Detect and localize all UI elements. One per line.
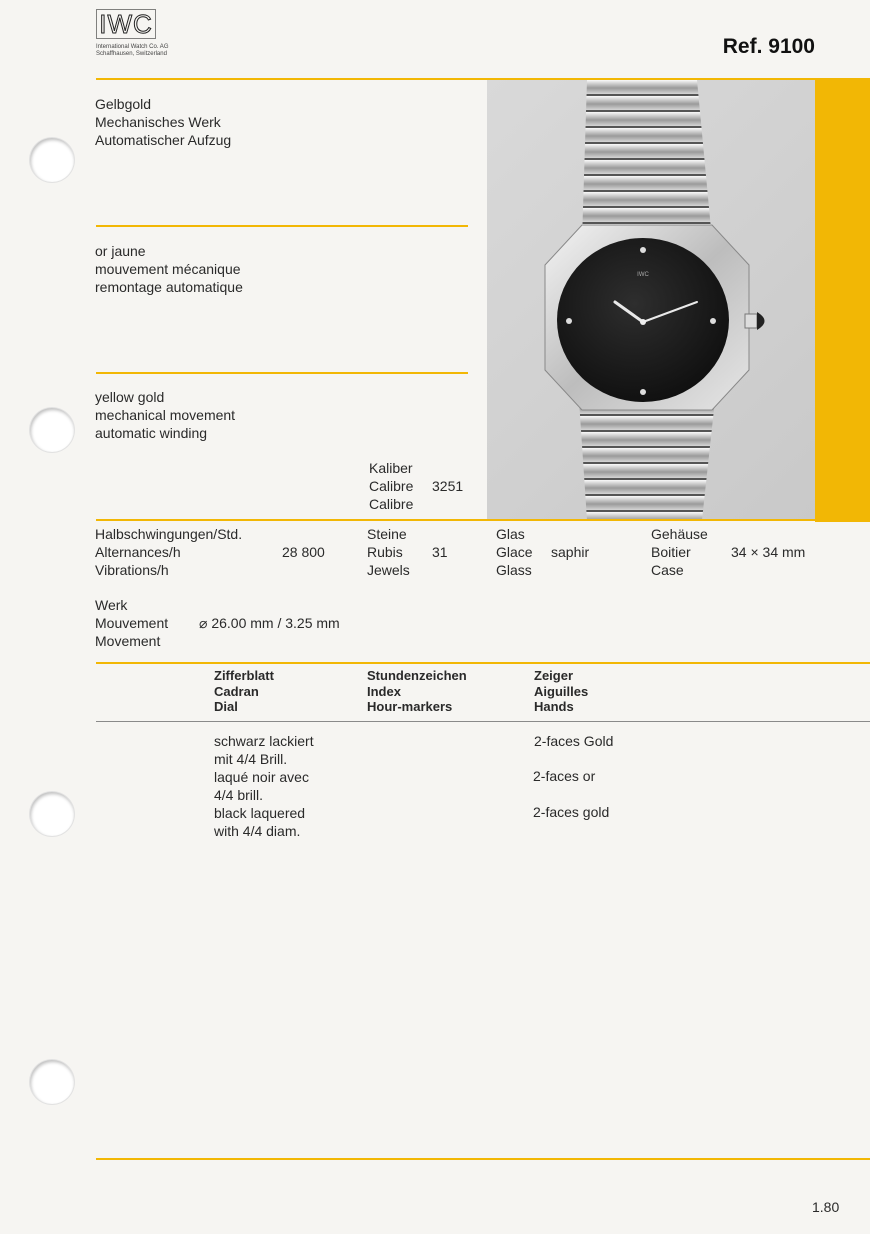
hands-cell-de: 2-faces Gold bbox=[534, 733, 614, 749]
watch-photo bbox=[487, 80, 815, 520]
hands-cell-en: 2-faces gold bbox=[533, 804, 610, 820]
orange-tab bbox=[815, 80, 870, 522]
movement-value: ⌀ 26.00 mm / 3.25 mm bbox=[199, 615, 340, 631]
description-fr: or jaune mouvement mécanique remontage automatique bbox=[95, 243, 243, 295]
rule-table-header bbox=[96, 721, 870, 722]
description-en: yellow gold mechanical movement automatic winding bbox=[95, 389, 236, 441]
jewels-labels: Steine Rubis Jewels bbox=[367, 526, 410, 578]
header-hands: Zeiger Aiguilles Hands bbox=[534, 668, 589, 714]
iwc-logo bbox=[96, 9, 156, 39]
punch-hole-1 bbox=[30, 138, 74, 182]
description-de: Gelbgold Mechanisches Werk Automatischer Aufzug bbox=[95, 96, 232, 148]
header-dial: Zifferblatt Cadran Dial bbox=[214, 668, 274, 714]
glass-value: saphir bbox=[551, 544, 590, 560]
calibre-value: 3251 bbox=[432, 478, 464, 494]
rule-table-top bbox=[96, 662, 870, 664]
svg-text:IWC: IWC bbox=[99, 9, 153, 39]
vibrations-value: 28 800 bbox=[282, 544, 325, 560]
jewels-value: 31 bbox=[432, 544, 448, 560]
calibre-labels: Kaliber Calibre Calibre bbox=[369, 460, 414, 512]
rule-bottom bbox=[96, 1158, 870, 1160]
glass-labels: Glas Glace Glass bbox=[496, 526, 533, 578]
punch-hole-4 bbox=[30, 1060, 74, 1104]
case-labels: Gehäuse Boitier Case bbox=[651, 526, 708, 578]
vibrations-labels: Halbschwingungen/Std. Alternances/h Vibrations/h bbox=[95, 526, 243, 578]
reference-number: Ref. 9100 bbox=[722, 35, 815, 58]
dial-cell: schwarz lackiert mit 4/4 Brill. laqué noir avec 4/4 brill. black laquered with 4/4 diam. bbox=[214, 733, 314, 839]
company-name: International Watch Co. AG Schaffhausen, Switzerland bbox=[96, 44, 169, 57]
rule-specs bbox=[96, 519, 870, 521]
case-value: 34 × 34 mm bbox=[731, 544, 806, 560]
header-index: Stundenzeichen Index Hour-markers bbox=[367, 668, 467, 714]
rule-de bbox=[96, 225, 468, 227]
movement-labels: Werk Mouvement Movement bbox=[95, 597, 169, 649]
punch-hole-2 bbox=[30, 408, 74, 452]
hands-cell-fr: 2-faces or bbox=[533, 768, 596, 784]
watch-illustration bbox=[487, 80, 815, 520]
svg-text:IWC: IWC bbox=[637, 272, 649, 278]
page-number: 1.80 bbox=[812, 1199, 840, 1215]
punch-hole-3 bbox=[30, 792, 74, 836]
rule-fr bbox=[96, 372, 468, 374]
